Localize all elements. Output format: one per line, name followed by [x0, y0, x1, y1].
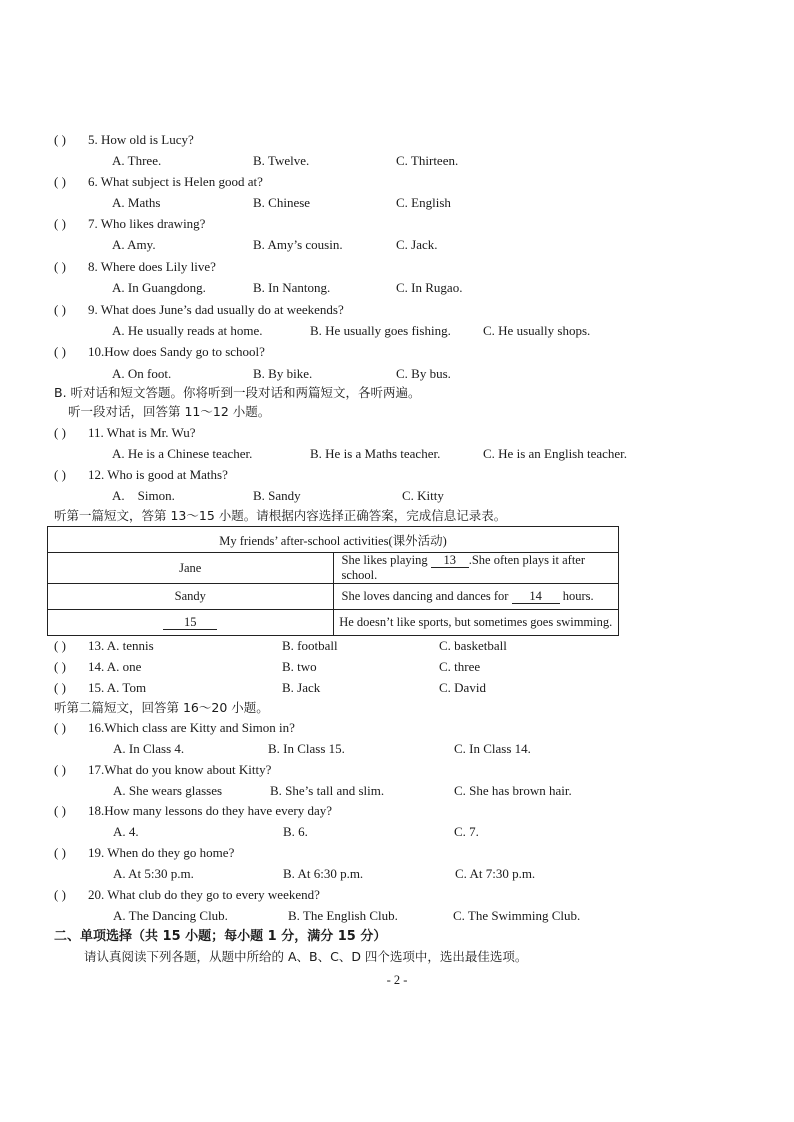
option-a: A. In Class 4. — [113, 741, 185, 756]
fill-blank[interactable]: 13 — [431, 553, 469, 568]
answer-bracket[interactable]: ( ) — [54, 344, 66, 359]
option-c: C. In Rugao. — [396, 280, 463, 295]
table-row — [48, 553, 619, 584]
answer-bracket[interactable]: ( ) — [54, 259, 66, 274]
table-cell-activity — [333, 553, 619, 584]
table-cell-activity — [333, 584, 619, 610]
passage2-intro: 听第二篇短文，回答第 16～20 小题。 — [54, 700, 269, 715]
option-a: A. At 5:30 p.m. — [113, 866, 194, 881]
question-text: 13. A. tennis — [88, 638, 154, 653]
option-b: B. 6. — [283, 824, 308, 839]
table-row — [48, 527, 619, 553]
part2-heading: 二、单项选择（共 15 小题；每小题 1 分，满分 15 分） — [54, 929, 387, 944]
question-text: 5. How old is Lucy? — [88, 132, 194, 147]
option-a: A. Amy. — [112, 237, 156, 252]
option-a: A. He is a Chinese teacher. — [112, 446, 253, 461]
question-text: 8. Where does Lily live? — [88, 259, 216, 274]
answer-bracket[interactable]: ( ) — [54, 174, 66, 189]
question-text: 6. What subject is Helen good at? — [88, 174, 263, 189]
option-c: C. 7. — [454, 824, 479, 839]
answer-bracket[interactable]: ( ) — [54, 845, 66, 860]
option-a: A. The Dancing Club. — [113, 908, 228, 923]
option-a: A. 4. — [113, 824, 139, 839]
question-text: 9. What does June’s dad usually do at weekends? — [88, 302, 344, 317]
option-b: B. At 6:30 p.m. — [283, 866, 364, 881]
question-text: 10.How does Sandy go to school? — [88, 344, 265, 359]
answer-bracket[interactable]: ( ) — [54, 216, 66, 231]
option-b: B. She’s tall and slim. — [270, 783, 385, 798]
table-title: My friends’ after-school activities(课外活动) — [48, 527, 619, 553]
question-text: 12. Who is good at Maths? — [88, 467, 228, 482]
table-cell-name — [48, 610, 334, 636]
option-c: C. In Class 14. — [454, 741, 531, 756]
option-b: B. two — [282, 659, 317, 674]
option-b: B. In Nantong. — [253, 280, 331, 295]
option-c: C. He usually shops. — [483, 323, 591, 338]
question-text: 14. A. one — [88, 659, 142, 674]
question-text: 16.Which class are Kitty and Simon in? — [88, 720, 295, 735]
answer-bracket[interactable]: ( ) — [54, 659, 66, 674]
option-c: C. David — [439, 680, 486, 695]
option-c: C. Kitty — [402, 488, 444, 503]
question-text: 17.What do you know about Kitty? — [88, 762, 272, 777]
option-c: C. basketball — [439, 638, 507, 653]
option-a: A. Three. — [112, 153, 162, 168]
table-cell-name: Jane — [48, 553, 334, 584]
option-c: C. Thirteen. — [396, 153, 459, 168]
option-b: B. In Class 15. — [268, 741, 345, 756]
part2-instruction: 请认真阅读下列各题，从题中所给的 A、B、C、D 四个选项中，选出最佳选项。 — [84, 949, 528, 964]
passage1-intro: 听第一篇短文，答第 13～15 小题。请根据内容选择正确答案，完成信息记录表。 — [54, 508, 507, 523]
option-b: B. Sandy — [253, 488, 301, 503]
cell-text: She loves dancing and dances for — [341, 589, 509, 603]
answer-bracket[interactable]: ( ) — [54, 638, 66, 653]
dialog-intro: 听一段对话，回答第 11～12 小题。 — [68, 404, 271, 419]
answer-bracket[interactable]: ( ) — [54, 425, 66, 440]
option-b: B. By bike. — [253, 366, 313, 381]
cell-text: .She often plays it after school. — [341, 553, 586, 582]
question-text: 20. What club do they go to every weekend? — [88, 887, 320, 902]
table-cell-name: Sandy — [48, 584, 334, 610]
option-c: C. She has brown hair. — [454, 783, 572, 798]
option-a: A. In Guangdong. — [112, 280, 206, 295]
option-c: C. At 7:30 p.m. — [455, 866, 536, 881]
question-text: 7. Who likes drawing? — [88, 216, 206, 231]
question-text: 19. When do they go home? — [88, 845, 235, 860]
fill-blank[interactable]: 14 — [512, 589, 560, 604]
info-record-table — [47, 526, 619, 636]
option-b: B. Chinese — [253, 195, 311, 210]
section-b-heading: B. 听对话和短文答题。你将听到一段对话和两篇短文，各听两遍。 — [54, 385, 421, 400]
cell-text: She likes playing — [341, 553, 428, 567]
option-a: A. Maths — [112, 195, 161, 210]
option-c: C. The Swimming Club. — [453, 908, 581, 923]
option-b: B. football — [282, 638, 338, 653]
table-cell-activity: He doesn’t like sports, but sometimes goes swimming. — [333, 610, 619, 636]
option-b: B. Jack — [282, 680, 321, 695]
table-row — [48, 610, 619, 636]
answer-bracket[interactable]: ( ) — [54, 132, 66, 147]
answer-bracket[interactable]: ( ) — [54, 680, 66, 695]
question-text: 18.How many lessons do they have every day? — [88, 803, 333, 818]
option-b: B. He usually goes fishing. — [310, 323, 451, 338]
fill-blank[interactable]: 15 — [163, 615, 217, 630]
answer-bracket[interactable]: ( ) — [54, 720, 66, 735]
answer-bracket[interactable]: ( ) — [54, 302, 66, 317]
option-a: A. She wears glasses — [113, 783, 223, 798]
option-a: A. On foot. — [112, 366, 172, 381]
answer-bracket[interactable]: ( ) — [54, 887, 66, 902]
option-a: A. He usually reads at home. — [112, 323, 263, 338]
option-c: C. three — [439, 659, 481, 674]
question-text: 15. A. Tom — [88, 680, 147, 695]
option-c: C. Jack. — [396, 237, 438, 252]
question-text: 11. What is Mr. Wu? — [88, 425, 196, 440]
option-b: B. The English Club. — [288, 908, 398, 923]
cell-text: hours. — [562, 589, 594, 603]
answer-bracket[interactable]: ( ) — [54, 467, 66, 482]
answer-bracket[interactable]: ( ) — [54, 762, 66, 777]
option-c: C. English — [396, 195, 451, 210]
option-b: B. He is a Maths teacher. — [310, 446, 441, 461]
page-number: - 2 - — [386, 973, 408, 987]
option-c: C. He is an English teacher. — [483, 446, 628, 461]
answer-bracket[interactable]: ( ) — [54, 803, 66, 818]
option-b: B. Amy’s cousin. — [253, 237, 343, 252]
option-c: C. By bus. — [396, 366, 451, 381]
table-row — [48, 584, 619, 610]
option-a: A. Simon. — [112, 488, 175, 503]
option-b: B. Twelve. — [253, 153, 310, 168]
